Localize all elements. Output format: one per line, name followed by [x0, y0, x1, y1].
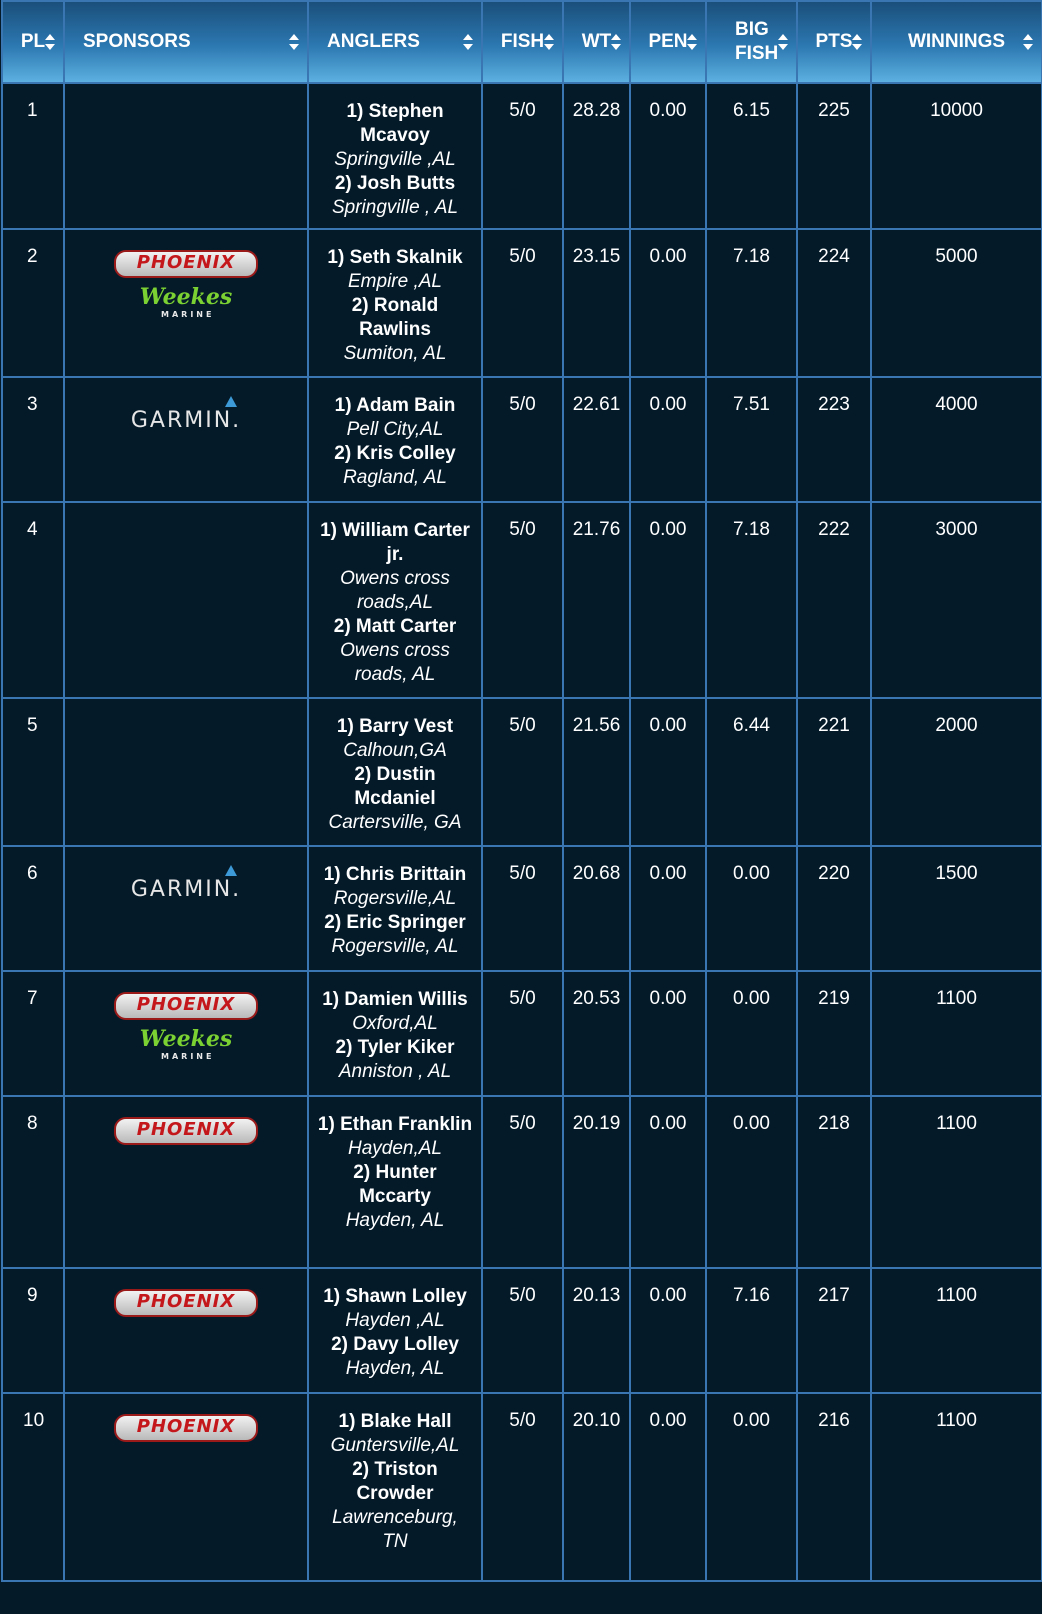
place-cell: 1 — [2, 83, 64, 229]
garmin-logo[interactable] — [131, 867, 241, 902]
angler-location: Anniston , AL — [338, 1061, 452, 1082]
points-cell: 217 — [797, 1268, 871, 1393]
angler-name: 1) Stephen Mcavoy — [346, 101, 444, 146]
angler-name: 2) Davy Lolley — [331, 1334, 459, 1355]
fish-cell: 5/0 — [482, 971, 563, 1096]
winnings-cell: 10000 — [871, 83, 1042, 229]
sponsors-cell — [64, 846, 308, 971]
penalty-cell: 0.00 — [630, 229, 706, 377]
angler-location: Hayden ,AL — [345, 1310, 445, 1331]
place-cell: 5 — [2, 698, 64, 846]
column-header-anglers[interactable] — [308, 1, 482, 83]
big-fish-cell: 6.15 — [706, 83, 797, 229]
table-header-row — [2, 1, 1042, 83]
angler-name: 2) Matt Carter — [333, 616, 457, 637]
angler-name: 2) Dustin Mcdaniel — [354, 764, 436, 809]
column-header-winnings[interactable] — [871, 1, 1042, 83]
place-cell: 8 — [2, 1096, 64, 1268]
anglers-cell — [308, 1393, 482, 1581]
sponsors-cell — [64, 1268, 308, 1393]
points-cell: 225 — [797, 83, 871, 229]
fish-cell: 5/0 — [482, 846, 563, 971]
fish-cell: 5/0 — [482, 377, 563, 502]
sponsors-cell — [64, 698, 308, 846]
angler-name: 2) Triston Crowder — [352, 1459, 438, 1504]
column-header-label: WT — [581, 31, 612, 52]
winnings-cell: 1100 — [871, 1268, 1042, 1393]
table-row — [2, 971, 1042, 1096]
big-fish-cell: 6.44 — [706, 698, 797, 846]
place-cell: 3 — [2, 377, 64, 502]
angler-location: Pell City,AL — [346, 419, 444, 440]
weight-cell: 20.53 — [563, 971, 630, 1096]
garmin-triangle-icon — [225, 865, 237, 876]
anglers-cell — [308, 83, 482, 229]
penalty-cell: 0.00 — [630, 502, 706, 698]
weight-cell: 21.56 — [563, 698, 630, 846]
sort-icon[interactable] — [1023, 32, 1033, 52]
points-cell: 220 — [797, 846, 871, 971]
points-cell: 221 — [797, 698, 871, 846]
big-fish-cell: 0.00 — [706, 846, 797, 971]
angler-name: 2) Eric Springer — [324, 912, 466, 933]
angler-location: Empire ,AL — [348, 271, 442, 292]
table-row — [2, 229, 1042, 377]
anglers-cell — [308, 971, 482, 1096]
phoenix-logo[interactable]: PHOENIX — [114, 1117, 258, 1145]
column-header-pl[interactable] — [2, 1, 64, 83]
column-header-label: WINNINGS — [907, 31, 1006, 52]
weight-cell: 23.15 — [563, 229, 630, 377]
fish-cell: 5/0 — [482, 1268, 563, 1393]
fish-cell: 5/0 — [482, 1096, 563, 1268]
points-cell: 224 — [797, 229, 871, 377]
penalty-cell: 0.00 — [630, 846, 706, 971]
winnings-cell: 1500 — [871, 846, 1042, 971]
table-row — [2, 1096, 1042, 1268]
angler-location: Hayden, AL — [345, 1210, 445, 1231]
anglers-cell — [308, 502, 482, 698]
penalty-cell: 0.00 — [630, 971, 706, 1096]
weight-cell: 28.28 — [563, 83, 630, 229]
angler-name: 1) Ethan Franklin — [317, 1114, 473, 1135]
penalty-cell: 0.00 — [630, 1268, 706, 1393]
angler-location: Ragland, AL — [343, 467, 447, 488]
sponsors-cell — [64, 83, 308, 229]
angler-location: Hayden,AL — [347, 1138, 442, 1159]
place-cell: 2 — [2, 229, 64, 377]
sponsors-cell — [64, 377, 308, 502]
table-row — [2, 846, 1042, 971]
sort-icon[interactable] — [611, 32, 621, 52]
fish-cell: 5/0 — [482, 502, 563, 698]
angler-location: Springville , AL — [331, 197, 459, 218]
big-fish-cell: 0.00 — [706, 1096, 797, 1268]
angler-name: 1) William Carter jr. — [320, 520, 470, 565]
anglers-cell — [308, 229, 482, 377]
column-header-sponsors[interactable] — [64, 1, 308, 83]
column-header-fish[interactable] — [482, 1, 563, 83]
sort-icon[interactable] — [45, 32, 55, 52]
weekes-marine-logo[interactable] — [131, 284, 241, 320]
sort-icon[interactable] — [778, 32, 788, 52]
sort-icon[interactable] — [687, 32, 697, 52]
column-header-label: SPONSORS — [83, 31, 191, 52]
place-cell: 4 — [2, 502, 64, 698]
sponsors-cell — [64, 502, 308, 698]
big-fish-cell: 0.00 — [706, 971, 797, 1096]
angler-location: Rogersville, AL — [331, 936, 459, 957]
angler-location: Sumiton, AL — [343, 343, 447, 364]
winnings-cell: 3000 — [871, 502, 1042, 698]
fish-cell: 5/0 — [482, 83, 563, 229]
weight-cell: 20.68 — [563, 846, 630, 971]
winnings-cell: 5000 — [871, 229, 1042, 377]
big-fish-cell: 7.18 — [706, 502, 797, 698]
column-header-wt[interactable] — [563, 1, 630, 83]
angler-name: 1) Adam Bain — [334, 395, 456, 416]
angler-name: 1) Barry Vest — [336, 716, 454, 737]
winnings-cell: 4000 — [871, 377, 1042, 502]
fish-cell: 5/0 — [482, 1393, 563, 1581]
table-row — [2, 698, 1042, 846]
garmin-triangle-icon — [225, 396, 237, 407]
column-header-label: BIG FISH — [735, 19, 779, 64]
angler-name: 1) Damien Willis — [322, 989, 468, 1010]
winnings-cell: 1100 — [871, 971, 1042, 1096]
fish-cell: 5/0 — [482, 698, 563, 846]
column-header-pts[interactable] — [797, 1, 871, 83]
table-row — [2, 377, 1042, 502]
points-cell: 216 — [797, 1393, 871, 1581]
weekes-logo-text: Weekes — [139, 284, 233, 310]
place-cell: 7 — [2, 971, 64, 1096]
angler-location: Guntersville,AL — [330, 1435, 460, 1456]
results-body — [2, 83, 1042, 1581]
points-cell: 223 — [797, 377, 871, 502]
penalty-cell: 0.00 — [630, 1393, 706, 1581]
place-cell: 6 — [2, 846, 64, 971]
table-row — [2, 1268, 1042, 1393]
column-header-label: PL — [20, 31, 46, 52]
big-fish-cell: 0.00 — [706, 1393, 797, 1581]
angler-name: 1) Shawn Lolley — [323, 1286, 467, 1307]
penalty-cell: 0.00 — [630, 83, 706, 229]
penalty-cell: 0.00 — [630, 377, 706, 502]
angler-name: 1) Blake Hall — [338, 1411, 452, 1432]
sort-icon[interactable] — [289, 32, 299, 52]
weight-cell: 20.10 — [563, 1393, 630, 1581]
phoenix-logo[interactable]: PHOENIX — [114, 1414, 258, 1442]
anglers-cell — [308, 1268, 482, 1393]
winnings-cell: 1100 — [871, 1096, 1042, 1268]
angler-name: 1) Chris Brittain — [323, 864, 467, 885]
anglers-cell — [308, 846, 482, 971]
table-row — [2, 83, 1042, 229]
sponsors-cell — [64, 1393, 308, 1581]
big-fish-cell: 7.51 — [706, 377, 797, 502]
sort-icon[interactable] — [852, 32, 862, 52]
angler-name: 2) Ronald Rawlins — [351, 295, 439, 340]
points-cell: 219 — [797, 971, 871, 1096]
garmin-logo-text: GARMIN. — [130, 408, 242, 433]
sponsors-cell — [64, 971, 308, 1096]
weekes-logo-text: Weekes — [139, 1026, 233, 1052]
weight-cell: 22.61 — [563, 377, 630, 502]
points-cell: 218 — [797, 1096, 871, 1268]
angler-location: Rogersville,AL — [333, 888, 457, 909]
sort-icon[interactable] — [544, 32, 554, 52]
angler-location: Lawrenceburg, TN — [332, 1507, 458, 1552]
anglers-cell — [308, 698, 482, 846]
penalty-cell: 0.00 — [630, 698, 706, 846]
angler-location: Cartersville, GA — [328, 812, 462, 833]
angler-name: 2) Tyler Kiker — [335, 1037, 455, 1058]
phoenix-logo[interactable]: PHOENIX — [114, 250, 258, 278]
weekes-logo-subtext: MARINE — [161, 310, 215, 319]
phoenix-logo[interactable]: PHOENIX — [114, 992, 258, 1020]
column-header-label: ANGLERS — [327, 31, 420, 52]
column-header-pen[interactable] — [630, 1, 706, 83]
sponsors-cell — [64, 229, 308, 377]
angler-location: Hayden, AL — [345, 1358, 445, 1379]
garmin-logo[interactable] — [131, 398, 241, 433]
results-table — [1, 0, 1042, 1582]
big-fish-cell: 7.18 — [706, 229, 797, 377]
angler-location: Owens cross roads,AL — [340, 568, 450, 613]
angler-location: Oxford,AL — [352, 1013, 438, 1034]
weight-cell: 20.13 — [563, 1268, 630, 1393]
weight-cell: 21.76 — [563, 502, 630, 698]
weekes-logo-subtext: MARINE — [161, 1052, 215, 1061]
place-cell: 9 — [2, 1268, 64, 1393]
fish-cell: 5/0 — [482, 229, 563, 377]
weight-cell: 20.19 — [563, 1096, 630, 1268]
winnings-cell: 2000 — [871, 698, 1042, 846]
points-cell: 222 — [797, 502, 871, 698]
penalty-cell: 0.00 — [630, 1096, 706, 1268]
column-header-big-fish[interactable] — [706, 1, 797, 83]
big-fish-cell: 7.16 — [706, 1268, 797, 1393]
table-row — [2, 1393, 1042, 1581]
table-row — [2, 502, 1042, 698]
angler-location: Springville ,AL — [334, 149, 456, 170]
place-cell: 10 — [2, 1393, 64, 1581]
phoenix-logo[interactable]: PHOENIX — [114, 1289, 258, 1317]
angler-name: 2) Josh Butts — [334, 173, 456, 194]
anglers-cell — [308, 1096, 482, 1268]
garmin-logo-text: GARMIN. — [130, 877, 242, 902]
column-header-label: PEN — [648, 31, 688, 52]
weekes-marine-logo[interactable] — [131, 1026, 241, 1062]
column-header-label: FISH — [500, 31, 545, 52]
angler-name: 2) Hunter Mccarty — [353, 1162, 437, 1207]
angler-location: Owens cross roads, AL — [340, 640, 450, 685]
winnings-cell: 1100 — [871, 1393, 1042, 1581]
sort-icon[interactable] — [463, 32, 473, 52]
angler-location: Calhoun,GA — [343, 740, 447, 761]
angler-name: 2) Kris Colley — [334, 443, 456, 464]
column-header-label: PTS — [815, 31, 853, 52]
anglers-cell — [308, 377, 482, 502]
sponsors-cell — [64, 1096, 308, 1268]
angler-name: 1) Seth Skalnik — [327, 247, 463, 268]
